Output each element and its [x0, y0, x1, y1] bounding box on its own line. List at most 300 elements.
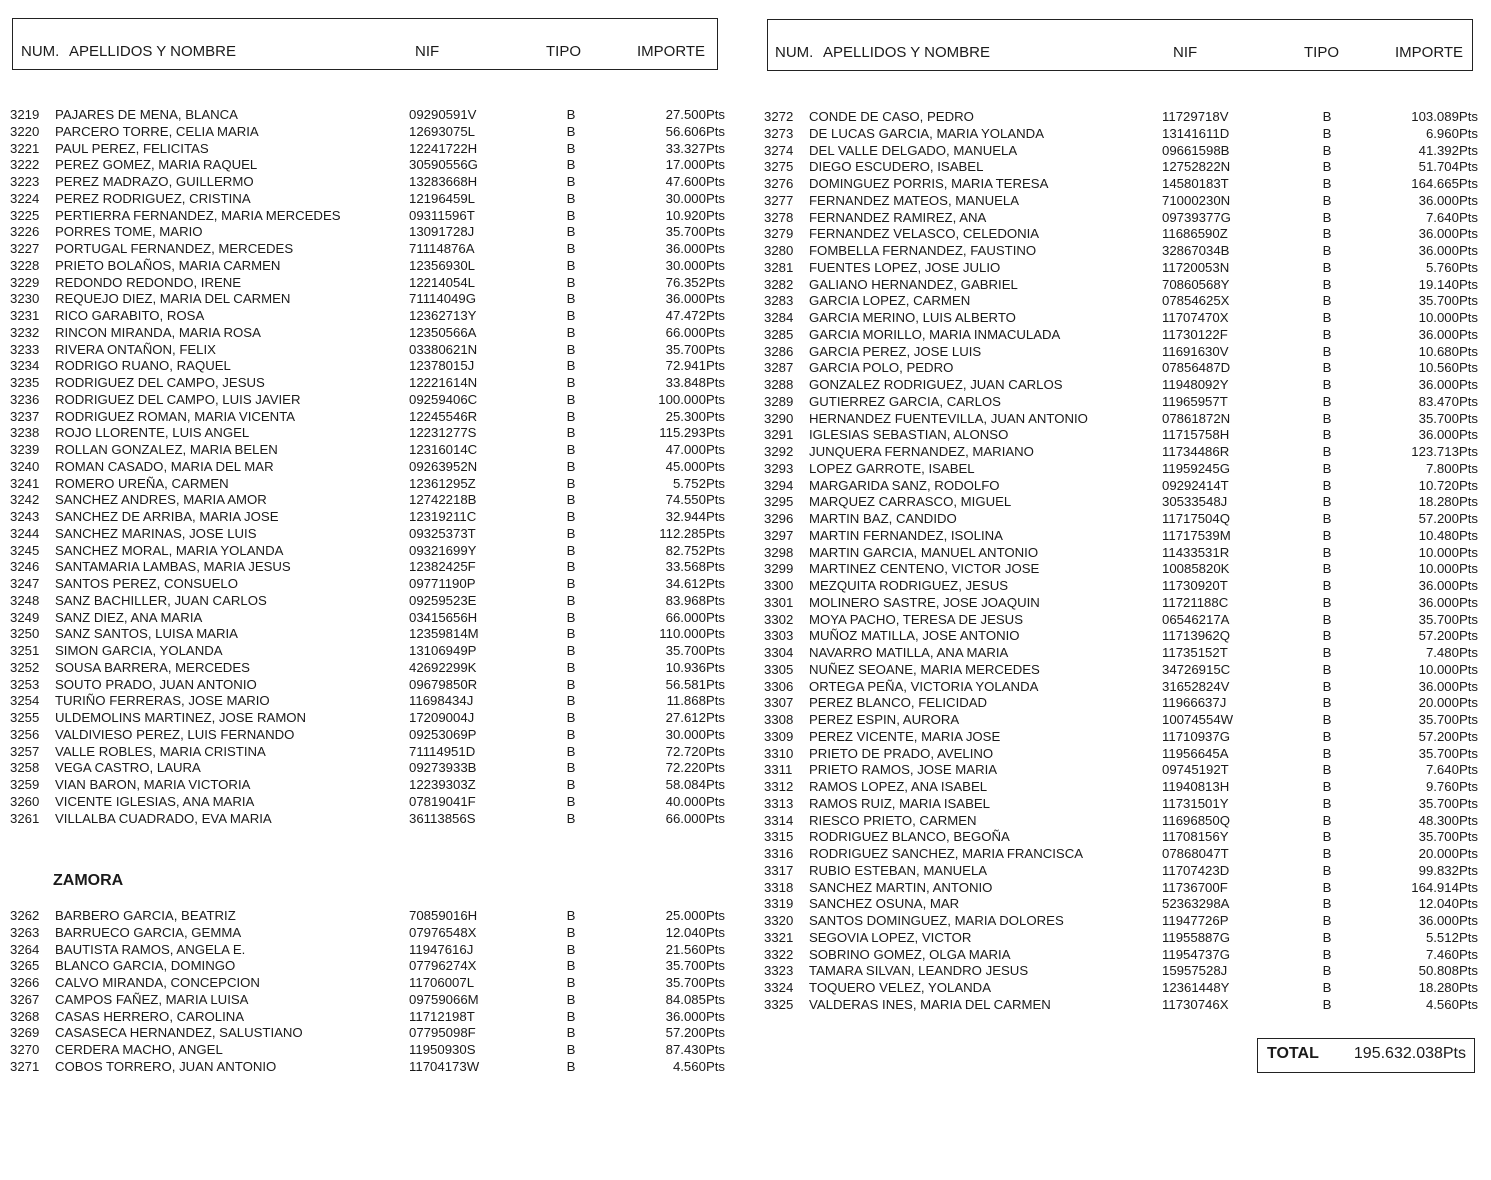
- row-num: 3222: [10, 157, 40, 173]
- row-tipo: B: [566, 341, 576, 357]
- row-tipo: B: [1322, 243, 1332, 258]
- row-importe: 30.000Pts: [665, 190, 725, 206]
- row-nif: 12361448Y: [1162, 980, 1230, 995]
- table-row: [10, 325, 728, 342]
- header-nombre: APELLIDOS Y NOMBRE: [69, 43, 237, 60]
- row-tipo: B: [566, 157, 576, 173]
- row-name: FOMBELLA FERNANDEZ, FAUSTINO: [809, 243, 1037, 258]
- row-name: RAMOS RUIZ, MARIA ISABEL: [809, 795, 990, 811]
- row-importe: 83.968Pts: [665, 592, 725, 608]
- row-num: 3283: [764, 293, 794, 309]
- table-row: [10, 626, 728, 643]
- row-num: 3321: [764, 929, 794, 945]
- row-tipo: B: [566, 391, 576, 407]
- row-nif: 06546217A: [1162, 611, 1230, 627]
- row-name: CAMPOS FAÑEZ, MARIA LUISA: [55, 991, 249, 1007]
- row-tipo: B: [1322, 795, 1332, 811]
- row-nif: 11940813H: [1162, 779, 1230, 794]
- row-nif: 12382425F: [409, 559, 476, 575]
- row-name: VALDERAS INES, MARIA DEL CARMEN: [809, 996, 1051, 1012]
- row-tipo: B: [566, 743, 576, 759]
- row-importe: 35.700Pts: [665, 224, 725, 240]
- table-row: [764, 796, 1482, 813]
- row-importe: 7.640Pts: [1425, 762, 1478, 778]
- row-num: 3286: [764, 343, 794, 359]
- row-importe: 35.700Pts: [1418, 293, 1478, 309]
- row-importe: 35.700Pts: [1418, 829, 1478, 845]
- row-nif: 12239303Z: [409, 777, 476, 792]
- row-tipo: B: [566, 425, 576, 441]
- row-name: FERNANDEZ VELASCO, CELEDONIA: [809, 226, 1040, 242]
- row-importe: 66.000Pts: [665, 609, 725, 625]
- row-name: PEREZ GOMEZ, MARIA RAQUEL: [55, 157, 258, 173]
- table-row: [764, 226, 1482, 243]
- row-name: FERNANDEZ RAMIREZ, ANA: [809, 209, 987, 225]
- table-row: [764, 109, 1482, 126]
- table-row: [764, 612, 1482, 629]
- row-num: 3284: [764, 310, 794, 325]
- row-importe: 47.472Pts: [665, 308, 725, 323]
- row-nif: 09321699Y: [409, 542, 477, 558]
- row-name: FERNANDEZ MATEOS, MANUELA: [809, 192, 1020, 208]
- row-name: MARTIN BAZ, CANDIDO: [809, 511, 957, 526]
- row-importe: 36.000Pts: [1418, 243, 1478, 258]
- row-num: 3270: [10, 1042, 40, 1057]
- row-name: SANTAMARIA LAMBAS, MARIA JESUS: [55, 559, 291, 575]
- row-importe: 19.140Pts: [1418, 276, 1478, 292]
- table-row: [10, 908, 728, 925]
- row-num: 3322: [764, 946, 794, 962]
- row-nif: 12752822N: [1162, 159, 1231, 175]
- row-name: SOBRINO GOMEZ, OLGA MARIA: [809, 946, 1011, 962]
- row-num: 3301: [764, 594, 794, 610]
- table-row: [10, 425, 728, 442]
- row-name: NUÑEZ SEOANE, MARIA MERCEDES: [809, 661, 1040, 677]
- row-importe: 36.000Pts: [665, 241, 725, 256]
- row-nif: 11698434J: [409, 693, 474, 709]
- row-nif: 12196459L: [409, 190, 476, 206]
- total-label: TOTAL: [1267, 1045, 1319, 1062]
- row-importe: 35.700Pts: [665, 643, 725, 658]
- row-importe: 164.665Pts: [1411, 176, 1478, 191]
- table-row: [10, 459, 728, 476]
- row-num: 3291: [764, 427, 794, 443]
- row-name: SANCHEZ ANDRES, MARIA AMOR: [55, 492, 267, 508]
- row-nif: 11950930S: [409, 1042, 476, 1057]
- row-tipo: B: [1322, 561, 1332, 577]
- row-nif: 09311596T: [409, 207, 475, 223]
- row-name: DE LUCAS GARCIA, MARIA YOLANDA: [809, 125, 1044, 141]
- row-name: HERNANDEZ FUENTEVILLA, JUAN ANTONIO: [809, 410, 1088, 426]
- row-importe: 66.000Pts: [665, 324, 725, 340]
- row-name: MEZQUITA RODRIGUEZ, JESUS: [809, 578, 1009, 593]
- row-tipo: B: [1322, 611, 1332, 627]
- header-importe: IMPORTE: [1395, 44, 1464, 61]
- row-importe: 27.500Pts: [665, 107, 725, 122]
- row-num: 3255: [10, 710, 40, 725]
- table-row: [764, 277, 1482, 294]
- row-importe: 47.600Pts: [665, 174, 725, 189]
- row-num: 3289: [764, 393, 794, 409]
- row-tipo: B: [1322, 360, 1332, 376]
- row-nif: 13091728J: [409, 224, 475, 240]
- row-tipo: B: [1322, 896, 1332, 912]
- table-row: [764, 930, 1482, 947]
- row-importe: 100.000Pts: [658, 391, 725, 407]
- row-nif: 30590556G: [409, 157, 478, 173]
- row-nif: 09661598B: [1162, 142, 1230, 158]
- row-num: 3268: [10, 1008, 40, 1024]
- row-importe: 30.000Pts: [665, 257, 725, 273]
- row-name: FUENTES LOPEZ, JOSE JULIO: [809, 259, 1001, 275]
- row-nif: 11966637J: [1162, 695, 1227, 711]
- row-nif: 07854625X: [1162, 293, 1230, 309]
- row-num: 3274: [764, 142, 794, 158]
- row-tipo: B: [566, 324, 576, 340]
- row-tipo: B: [1322, 326, 1332, 342]
- row-importe: 45.000Pts: [665, 458, 725, 474]
- row-name: GONZALEZ RODRIGUEZ, JUAN CARLOS: [809, 377, 1063, 392]
- row-tipo: B: [566, 190, 576, 206]
- row-nif: 07861872N: [1162, 410, 1231, 426]
- row-importe: 103.089Pts: [1411, 109, 1478, 124]
- row-nif: 12350566A: [409, 324, 477, 340]
- row-nif: 71114951D: [409, 743, 476, 759]
- row-importe: 57.200Pts: [1418, 728, 1478, 744]
- row-importe: 50.808Pts: [1418, 963, 1478, 979]
- row-num: 3325: [764, 996, 794, 1012]
- row-importe: 35.700Pts: [1418, 712, 1478, 727]
- row-num: 3303: [764, 628, 794, 644]
- row-importe: 36.000Pts: [665, 291, 725, 307]
- left-table-header: [12, 18, 718, 70]
- row-num: 3225: [10, 207, 40, 223]
- row-name: BAUTISTA RAMOS, ANGELA E.: [55, 941, 246, 957]
- row-importe: 5.760Pts: [1425, 259, 1478, 275]
- row-tipo: B: [1322, 929, 1332, 945]
- row-name: LOPEZ GARROTE, ISABEL: [809, 460, 975, 476]
- row-nif: 11710937G: [1162, 728, 1230, 744]
- row-importe: 10.936Pts: [665, 659, 725, 675]
- row-tipo: B: [1322, 125, 1332, 141]
- row-name: SANCHEZ MORAL, MARIA YOLANDA: [55, 542, 284, 558]
- row-name: MUÑOZ MATILLA, JOSE ANTONIO: [809, 628, 1020, 644]
- row-tipo: B: [566, 958, 576, 974]
- row-num: 3298: [764, 544, 794, 560]
- row-nif: 11947726P: [1162, 913, 1229, 928]
- row-num: 3260: [10, 793, 40, 809]
- row-nif: 12245546R: [409, 408, 478, 424]
- row-num: 3220: [10, 123, 40, 139]
- row-importe: 47.000Pts: [665, 442, 725, 457]
- row-tipo: B: [566, 224, 576, 240]
- table-row: [10, 358, 728, 375]
- row-num: 3247: [10, 576, 40, 591]
- row-name: RIESCO PRIETO, CARMEN: [809, 812, 977, 828]
- row-importe: 35.700Pts: [665, 341, 725, 357]
- row-num: 3317: [764, 862, 794, 878]
- table-row: [10, 308, 728, 325]
- row-tipo: B: [566, 693, 576, 709]
- row-nif: 17209004J: [409, 710, 475, 725]
- row-name: VALLE ROBLES, MARIA CRISTINA: [55, 743, 266, 759]
- row-num: 3242: [10, 492, 40, 508]
- row-name: PEREZ ESPIN, AURORA: [809, 712, 960, 727]
- row-name: ROMERO UREÑA, CARMEN: [55, 475, 229, 491]
- row-name: PORRES TOME, MARIO: [55, 224, 203, 240]
- table-row: [764, 444, 1482, 461]
- row-name: REDONDO REDONDO, IRENE: [55, 274, 242, 290]
- table-row: [10, 677, 728, 694]
- row-num: 3227: [10, 241, 40, 256]
- row-importe: 35.700Pts: [665, 975, 725, 990]
- table-row: [10, 975, 728, 992]
- row-importe: 36.000Pts: [1418, 678, 1478, 694]
- row-num: 3240: [10, 458, 40, 474]
- table-row: [10, 442, 728, 459]
- row-num: 3251: [10, 643, 40, 658]
- row-tipo: B: [1322, 862, 1332, 878]
- row-nif: 12378015J: [409, 358, 475, 374]
- table-row: [10, 1042, 728, 1059]
- row-name: GARCIA PEREZ, JOSE LUIS: [809, 343, 982, 359]
- table-row: [764, 746, 1482, 763]
- row-importe: 11.868Pts: [666, 693, 725, 709]
- header-nif: NIF: [415, 43, 440, 60]
- row-name: PAUL PEREZ, FELICITAS: [55, 140, 209, 156]
- row-name: ULDEMOLINS MARTINEZ, JOSE RAMON: [55, 710, 307, 725]
- table-row: [10, 794, 728, 811]
- row-importe: 40.000Pts: [665, 793, 725, 809]
- row-num: 3312: [764, 779, 794, 794]
- row-name: PEREZ RODRIGUEZ, CRISTINA: [55, 190, 251, 206]
- row-num: 3234: [10, 358, 40, 374]
- row-nif: 11959245G: [1162, 460, 1230, 476]
- table-row: [764, 578, 1482, 595]
- row-importe: 48.300Pts: [1418, 812, 1478, 828]
- row-tipo: B: [566, 509, 576, 524]
- table-row: [764, 243, 1482, 260]
- table-row: [10, 375, 728, 392]
- row-importe: 20.000Pts: [1418, 695, 1478, 711]
- row-tipo: B: [566, 542, 576, 558]
- row-tipo: B: [1322, 963, 1332, 979]
- row-name: PRIETO RAMOS, JOSE MARIA: [809, 762, 998, 778]
- row-nif: 10074554W: [1162, 712, 1234, 727]
- row-num: 3221: [10, 140, 40, 156]
- row-tipo: B: [566, 1008, 576, 1024]
- row-name: SANTOS DOMINGUEZ, MARIA DOLORES: [809, 913, 1064, 928]
- row-importe: 56.581Pts: [665, 676, 725, 692]
- right-rows-list: [764, 109, 1482, 1014]
- row-name: RIVERA ONTAÑON, FELIX: [55, 341, 216, 357]
- row-name: PEREZ VICENTE, MARIA JOSE: [809, 728, 1001, 744]
- row-name: CALVO MIRANDA, CONCEPCION: [55, 975, 260, 990]
- row-name: SEGOVIA LOPEZ, VICTOR: [809, 929, 972, 945]
- row-name: SANZ SANTOS, LUISA MARIA: [55, 626, 238, 642]
- row-nif: 11730920T: [1162, 578, 1228, 593]
- row-tipo: B: [566, 941, 576, 957]
- row-name: SANZ DIEZ, ANA MARIA: [55, 609, 203, 625]
- row-num: 3256: [10, 726, 40, 742]
- row-num: 3276: [764, 176, 794, 191]
- row-name: SIMON GARCIA, YOLANDA: [55, 643, 223, 658]
- row-importe: 5.752Pts: [672, 475, 725, 491]
- row-num: 3223: [10, 174, 40, 189]
- row-importe: 57.200Pts: [1418, 628, 1478, 644]
- row-num: 3230: [10, 291, 40, 307]
- row-nif: 42692299K: [409, 659, 477, 675]
- row-name: PORTUGAL FERNANDEZ, MERCEDES: [55, 241, 294, 256]
- table-row: [764, 126, 1482, 143]
- row-num: 3226: [10, 224, 40, 240]
- left-rows-list: [10, 107, 728, 827]
- row-nif: 14580183T: [1162, 176, 1229, 191]
- table-row: [10, 492, 728, 509]
- row-tipo: B: [1322, 645, 1332, 660]
- row-num: 3278: [764, 209, 794, 225]
- table-row: [764, 896, 1482, 913]
- table-row: [764, 260, 1482, 277]
- row-num: 3259: [10, 777, 40, 792]
- row-tipo: B: [1322, 728, 1332, 744]
- row-num: 3253: [10, 676, 40, 692]
- table-row: [764, 494, 1482, 511]
- row-tipo: B: [566, 726, 576, 742]
- row-importe: 18.280Pts: [1418, 980, 1478, 995]
- table-row: [764, 829, 1482, 846]
- row-num: 3237: [10, 408, 40, 424]
- row-importe: 72.720Pts: [665, 743, 725, 759]
- row-nif: 71000230N: [1162, 192, 1231, 208]
- table-row: [764, 779, 1482, 796]
- row-nif: 70859016H: [409, 908, 478, 923]
- row-tipo: B: [1322, 410, 1332, 426]
- row-num: 3262: [10, 908, 40, 923]
- row-tipo: B: [566, 107, 576, 122]
- row-num: 3266: [10, 975, 40, 990]
- row-tipo: B: [566, 525, 576, 541]
- table-row: [10, 1009, 728, 1026]
- row-nif: 07856487D: [1162, 360, 1231, 376]
- row-tipo: B: [566, 408, 576, 424]
- row-nif: 12316014C: [409, 442, 478, 457]
- row-nif: 15957528J: [1162, 963, 1228, 979]
- table-row: [764, 310, 1482, 327]
- row-name: SANCHEZ DE ARRIBA, MARIA JOSE: [55, 509, 279, 524]
- row-nif: 09253069P: [409, 726, 477, 742]
- table-row: [10, 744, 728, 761]
- table-row: [10, 275, 728, 292]
- row-num: 3277: [764, 192, 794, 208]
- table-row: [10, 643, 728, 660]
- row-tipo: B: [1322, 460, 1332, 476]
- row-importe: 35.700Pts: [1418, 795, 1478, 811]
- row-nif: 11712198T: [409, 1008, 475, 1024]
- row-num: 3302: [764, 611, 794, 627]
- row-importe: 41.392Pts: [1418, 142, 1478, 158]
- table-row: [764, 963, 1482, 980]
- header-nombre: APELLIDOS Y NOMBRE: [823, 44, 991, 61]
- row-nif: 32867034B: [1162, 243, 1230, 258]
- row-importe: 17.000Pts: [665, 157, 725, 173]
- row-num: 3281: [764, 259, 794, 275]
- row-name: MARTIN GARCIA, MANUEL ANTONIO: [809, 544, 1039, 560]
- row-nif: 11717539M: [1162, 527, 1231, 543]
- row-name: RUBIO ESTEBAN, MANUELA: [809, 862, 988, 878]
- row-nif: 09771190P: [409, 576, 476, 591]
- table-row: [764, 762, 1482, 779]
- row-name: VICENTE IGLESIAS, ANA MARIA: [55, 793, 255, 809]
- table-row: [764, 695, 1482, 712]
- row-num: 3236: [10, 391, 40, 407]
- row-nif: 11713962Q: [1162, 628, 1230, 644]
- table-row: [10, 241, 728, 258]
- table-row: [764, 293, 1482, 310]
- row-nif: 12362713Y: [409, 308, 477, 323]
- table-row: [764, 712, 1482, 729]
- row-nif: 31652824V: [1162, 678, 1230, 694]
- table-row: [764, 947, 1482, 964]
- row-tipo: B: [566, 908, 576, 923]
- row-nif: 11965957T: [1162, 393, 1228, 409]
- row-importe: 72.220Pts: [665, 760, 725, 776]
- row-importe: 32.944Pts: [665, 509, 725, 524]
- row-name: GARCIA POLO, PEDRO: [809, 360, 954, 376]
- table-row: [764, 427, 1482, 444]
- row-name: CASAS HERRERO, CAROLINA: [55, 1008, 245, 1024]
- table-row: [10, 942, 728, 959]
- row-importe: 36.000Pts: [1418, 427, 1478, 443]
- row-tipo: B: [566, 810, 576, 826]
- row-tipo: B: [1322, 159, 1332, 175]
- table-row: [764, 662, 1482, 679]
- row-tipo: B: [566, 308, 576, 323]
- row-num: 3310: [764, 745, 794, 761]
- table-row: [764, 880, 1482, 897]
- row-name: SANCHEZ MARTIN, ANTONIO: [809, 879, 993, 895]
- row-name: SANCHEZ OSUNA, MAR: [809, 896, 960, 912]
- row-name: SOUSA BARRERA, MERCEDES: [55, 659, 250, 675]
- row-tipo: B: [1322, 829, 1332, 845]
- table-row: [764, 679, 1482, 696]
- row-nif: 12241722H: [409, 140, 478, 156]
- row-nif: 11696850Q: [1162, 812, 1230, 828]
- row-name: RICO GARABITO, ROSA: [55, 308, 205, 323]
- row-num: 3241: [10, 475, 40, 491]
- row-num: 3269: [10, 1025, 40, 1041]
- row-nif: 11730746X: [1162, 996, 1229, 1012]
- table-row: [764, 846, 1482, 863]
- row-name: PEREZ BLANCO, FELICIDAD: [809, 695, 988, 711]
- row-num: 3238: [10, 425, 40, 441]
- row-importe: 7.800Pts: [1425, 460, 1478, 476]
- row-name: SANZ BACHILLER, JUAN CARLOS: [55, 592, 267, 608]
- row-tipo: B: [1322, 628, 1332, 644]
- row-tipo: B: [1322, 678, 1332, 694]
- row-tipo: B: [1322, 109, 1332, 124]
- row-num: 3279: [764, 226, 794, 242]
- row-nif: 11731501Y: [1162, 795, 1229, 811]
- row-importe: 35.700Pts: [1418, 611, 1478, 627]
- row-name: BARBERO GARCIA, BEATRIZ: [55, 908, 236, 923]
- row-num: 3243: [10, 509, 40, 524]
- row-num: 3308: [764, 712, 794, 727]
- row-tipo: B: [566, 793, 576, 809]
- row-num: 3231: [10, 308, 40, 323]
- row-name: TOQUERO VELEZ, YOLANDA: [809, 980, 991, 995]
- row-name: SANCHEZ MARINAS, JOSE LUIS: [55, 525, 257, 541]
